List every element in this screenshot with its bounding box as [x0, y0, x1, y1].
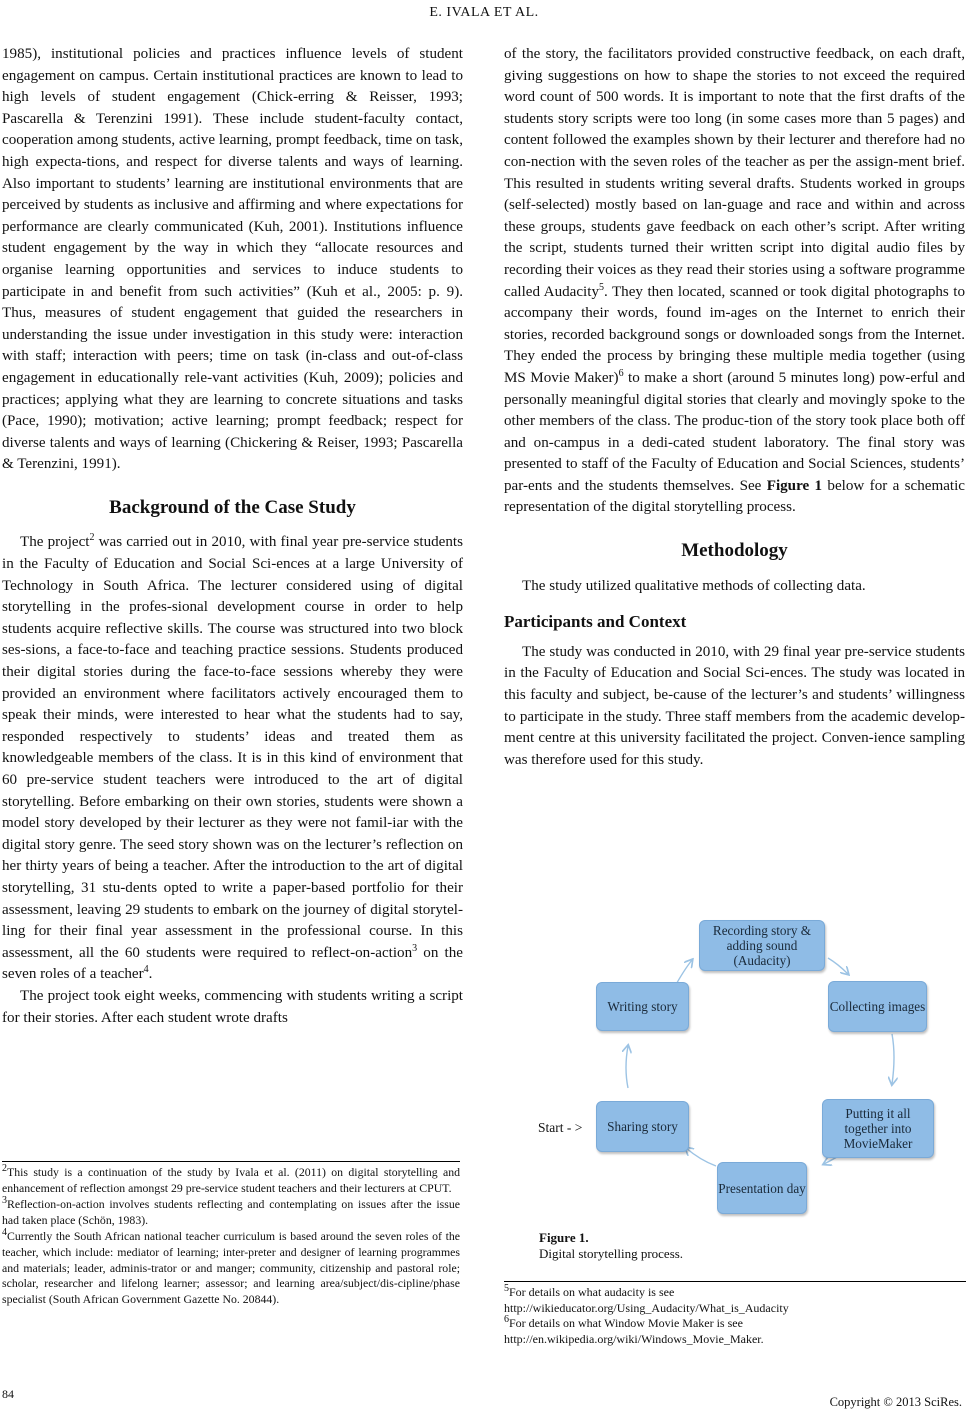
subsection-heading-participants: Participants and Context — [504, 612, 687, 632]
section-heading-methodology: Methodology — [681, 540, 788, 562]
footnotes-left — [2, 1161, 460, 1308]
page-number: 84 — [2, 1387, 14, 1401]
footnote-text: Currently the South African national teacher curriculum is based around the seven roles of the teacher, which include: mediator of learning; inter-preter and designer of learning programmes and materials; leader, adminis-trator or and manger; community, citizenship and pastoral role; scholar, researcher and lifelong learner; assessor; and learning area/subject/dis-cipline/phase specialist (South African Government Gazette No. 20844). — [2, 1229, 460, 1306]
footnote-number: 2 — [2, 1163, 7, 1175]
figure-digital-storytelling — [504, 888, 965, 1268]
footnote-text: This study is a continuation of the study by Ivala et al. (2011) on digital storytelling and enhancement of reflection amongst 29 pre-service student teachers and their lecturers at CPUT. — [2, 1165, 460, 1195]
arrow-presentation-to-sharing — [686, 1148, 716, 1166]
arrow-sharing-to-writing — [626, 1046, 628, 1088]
footnote — [2, 1229, 460, 1307]
figure-caption-title: Figure 1. — [539, 1230, 589, 1245]
paragraph — [504, 44, 965, 519]
footnote — [2, 1165, 460, 1196]
footnote-number: 4 — [2, 1227, 7, 1239]
start-label: Start - > — [538, 1120, 583, 1135]
arrow-recording-to-collecting — [828, 958, 848, 974]
footnote — [2, 1197, 460, 1228]
footnotes-right — [504, 1281, 966, 1347]
text: . They then located, scanned or took digital photographs to accompany their words, found im-ages on the Internet to enrich their stories, recorded background songs or downloaded songs from the Internet. They ended the process by bringing these multiple media together (using MS Movie Maker) — [504, 283, 965, 386]
node-writing: Writing story — [596, 982, 689, 1031]
footnote-url[interactable]: http://en.wikipedia.org/wiki/Windows_Movie_Maker. — [504, 1331, 764, 1346]
footnote — [504, 1285, 966, 1301]
footnote-number: 6 — [504, 1314, 509, 1325]
footnote-ref[interactable]: 4 — [143, 964, 149, 976]
text: to make a short (around 5 minutes long) pow-erful and personally meaningful digital stories that clearly and movingly spoke to the other members of the class. The produc-tion of the story took place both off and on-campus in a dedi-cated student laboratory. The final story was presented to staff of the Faculty of Education and Social Sciences, students’ par-ents and the students themselves. See — [504, 369, 965, 494]
node-putting: Putting it all together into MovieMaker — [822, 1099, 934, 1158]
footnote-ref[interactable]: 2 — [89, 532, 95, 544]
node-presentation: Presentation day — [717, 1162, 807, 1214]
section-heading-background: Background of the Case Study — [109, 496, 356, 518]
footnote-url[interactable]: http://wikieducator.org/Using_Audacity/What_is_Audacity — [504, 1300, 789, 1315]
footnote-ref[interactable]: 3 — [412, 942, 418, 954]
figure-caption-text: Digital storytelling process. — [539, 1246, 684, 1261]
footnote-text: For details on what audacity is see — [509, 1285, 675, 1299]
footnote-ref[interactable]: 6 — [618, 367, 624, 379]
paragraph: The project took eight weeks, commencing with students writing a script for their stories. After each student wrote drafts — [2, 987, 463, 1026]
footnote-number: 3 — [2, 1195, 7, 1207]
text: . — [148, 966, 153, 983]
footnote-text: Reflection-on-action involves students reflecting and contemplating on issues after the issue had taken place (Schön, 1983). — [2, 1197, 460, 1227]
arrow-collecting-to-putting — [892, 1034, 894, 1084]
left-column — [2, 44, 463, 1029]
paragraph — [2, 532, 463, 985]
text: The project — [20, 534, 90, 551]
paragraph: The study was conducted in 2010, with 29 final year pre-service students in the Faculty of Education and Social Sci-ences. The study was located in this faculty and subject, be-cause of the lecturer’s and students’ willingness to participate in the study. Three staff members from the academic develop-ment centre at this university facilitated the project. Conven-ience sampling was therefore used for this study. — [504, 643, 965, 768]
text: was carried out in 2010, with final year pre-service students in the Faculty of Education and Social Sci-ences at a large University of Technology in South Africa. The lecturer considered using of digital storytelling in the profes-sional development course in order to help students acquire reflective skills. The course was structured into two block ses-sions, a face-to-face and teaching practice sessions. Students produced their digital stories during the face-to-face sessions whereby they were provided an environment where facilitators actively encouraged them to speak their minds, were interested to hear what the students had to say, responded respectively to students’ ideas and treated them as knowledgeable members of the class. It is in this kind of environment that 60 pre-service student teachers were introduced to the art of digital storytelling. Before embarking on their own stories, students were shown a model story developed by their lecturer as they were not famil-iar with the digital story genre. The seed story shown was on the lecturer’s reflection on her thirty years of being a teacher. After the introduction to the art of digital storytelling, 31 stu-dents opted to write a paper-based portfolio for their assessment, leaving 29 students to embark on the journey of digital storytel-ling for their final year assessment in the professional course. In this assessment, all the 60 students were required to reflect-on-action — [2, 534, 463, 961]
paragraph: 1985), institutional policies and practices influence levels of student engagement on campus. Certain institutional practices are known to lead to high levels of student engagement (Chick-erring & Reisser, 1993; Pascarella & Terenzini 1991). These include student-faculty contact, cooperation among students, active learning, prompt feedback, time on task, high expecta-tions, and respect for diverse talents and ways of learning. Also important to students’ learning are institutional environments that are perceived by students as inclusive and affirming and where expectations for performance are clearly communicated (Kuh, 2001). Institutions influence student engagement by the way in which they “allocate resources and organise learning opportunities and services to induce students to participate in and benefit from such activities” (Kuh et al., 2005: p. 9). Thus, measures of student engagement that guided the researchers in understanding the issue under investigation in this study were: interaction with staff; interaction with peers; time on task (in-class and out-of-class engagement in educationally rele-vant activities (Kuh, 2009); policies and practices; applying what they are learning to concrete situations and tasks (Pace, 1990); motivation; active learning; prompt feedback; respect for diverse talents and ways of learning (Chickering & Reiser, 1993; Pascarella & Terenzini, 1991). — [2, 46, 463, 473]
right-column — [504, 44, 965, 771]
text: on the seven roles of a teacher — [2, 944, 463, 983]
footnote-ref[interactable]: 5 — [599, 281, 604, 293]
node-recording: Recording story & adding sound (Audacity) — [699, 920, 825, 971]
footnote — [504, 1316, 966, 1332]
copyright: Copyright © 2013 SciRes. — [829, 1395, 962, 1409]
node-collecting: Collecting images — [828, 981, 927, 1032]
node-sharing: Sharing story — [596, 1101, 689, 1152]
text: below for a schematic representation of the digital storytelling process. — [504, 477, 965, 516]
figure-reference[interactable]: Figure 1 — [766, 477, 823, 494]
text: of the story, the facilitators provided constructive feedback, on each draft, giving suggestions on how to shape the stories to not exceed the required word count of 500 words. It is important to note that the first drafts of the students story scripts were too long (in some cases more than 5 pages) and content followed the examples shown by their lecturer and therefore had no con-nection with the seven roles of the teacher as per the assign-ment brief. This resulted in students writing several drafts. Students worked in groups (self-selected) mostly based on lan-guage and race and within and across these groups, students gave feedback on each other’s script. After writing the script, students turned their written script into digital audio files by recording their voices as they read their stories using a software programme called Audacity — [504, 46, 965, 300]
paragraph: The study utilized qualitative methods of collecting data. — [522, 577, 866, 594]
footnote-number: 5 — [504, 1283, 509, 1294]
running-head: E. IVALA ET AL. — [429, 5, 539, 20]
footnote-text: For details on what Window Movie Maker is see — [509, 1316, 743, 1330]
